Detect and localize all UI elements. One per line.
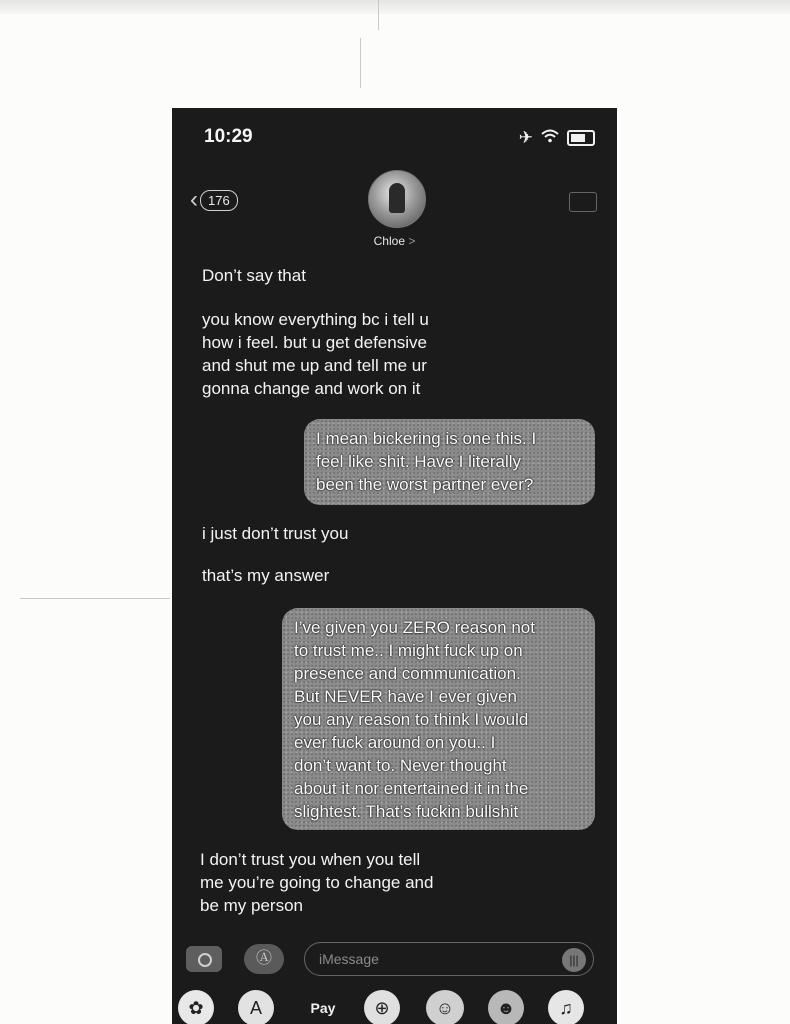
message-line: be my person <box>200 896 303 915</box>
message-received <box>202 522 348 545</box>
audio-waveform-icon[interactable]: ||| <box>562 948 586 972</box>
contact-name: Chloe <box>373 234 405 248</box>
apple-pay-label: Pay <box>310 1000 336 1016</box>
scan-mark <box>378 0 379 30</box>
conversation-header <box>172 166 617 256</box>
message-received <box>200 848 433 917</box>
message-text: Don’t say that <box>202 266 306 285</box>
memoji-sticker-icon[interactable]: ☻ <box>488 990 524 1024</box>
camera-icon[interactable] <box>186 946 222 972</box>
imessage-input[interactable] <box>304 942 594 976</box>
message-line: and shut me up and tell me ur <box>202 356 427 375</box>
contact-avatar[interactable] <box>368 170 426 228</box>
status-icons <box>519 128 595 148</box>
unread-count-badge: 176 <box>200 190 238 211</box>
wifi-icon <box>541 128 559 148</box>
message-received <box>202 308 429 400</box>
contact-name-button[interactable] <box>172 234 617 248</box>
message-line: about it nor entertained it in the <box>294 779 529 798</box>
video-camera-icon[interactable] <box>569 192 597 212</box>
app-store-icon[interactable]: A <box>238 990 274 1024</box>
phone-screen <box>172 108 617 1024</box>
message-line: slightest. That’s fuckin bullshit <box>294 802 519 821</box>
message-sent-bubble <box>282 608 595 830</box>
message-line: feel like shit. Have I literally <box>316 452 522 471</box>
chevron-right-icon: > <box>408 234 416 248</box>
scan-mark <box>20 598 170 599</box>
apple-pay-button[interactable] <box>298 990 348 1024</box>
message-line: don’t want to. Never thought <box>294 756 507 775</box>
scan-mark <box>360 38 361 88</box>
music-note-icon[interactable]: ♫ <box>548 990 584 1024</box>
airplane-icon: ✈ <box>518 128 533 147</box>
message-line: I’ve given you ZERO reason not <box>294 618 535 637</box>
message-line: me you’re going to change and <box>200 873 434 892</box>
message-line: presence and communication. <box>294 664 521 683</box>
app-drawer <box>172 988 617 1024</box>
photos-icon[interactable]: ✿ <box>178 990 214 1024</box>
message-line: you know everything bc i tell u <box>202 310 429 329</box>
avatar-figure <box>389 183 405 213</box>
chevron-left-icon: ‹ <box>190 186 198 213</box>
message-text: i just don’t trust you <box>202 524 349 543</box>
back-button[interactable] <box>190 188 238 212</box>
message-line: how i feel. but u get defensive <box>202 333 427 352</box>
message-line: you any reason to think I would <box>294 710 529 729</box>
message-sent-bubble <box>304 419 595 505</box>
message-line: I mean bickering is one this. I <box>316 429 537 448</box>
scan-smudge <box>0 0 790 14</box>
message-line: to trust me.. I might fuck up on <box>294 641 523 660</box>
message-line: ever fuck around on you.. I <box>294 733 496 752</box>
message-line: gonna change and work on it <box>202 379 421 398</box>
app-store-icon[interactable]: Ⓐ <box>244 944 284 974</box>
message-line: I don’t trust you when you tell <box>200 850 421 869</box>
message-text: that’s my answer <box>202 566 330 585</box>
message-received <box>202 564 329 587</box>
memoji-icon[interactable]: ☺ <box>426 990 464 1024</box>
battery-icon <box>567 130 595 146</box>
status-time: 10:29 <box>204 126 253 147</box>
message-line: But NEVER have I ever given <box>294 687 518 706</box>
message-received <box>202 264 306 287</box>
message-line: been the worst partner ever? <box>316 475 534 494</box>
message-input-bar <box>172 936 617 982</box>
status-bar <box>172 108 617 168</box>
search-globe-icon[interactable]: ⊕ <box>364 990 400 1024</box>
